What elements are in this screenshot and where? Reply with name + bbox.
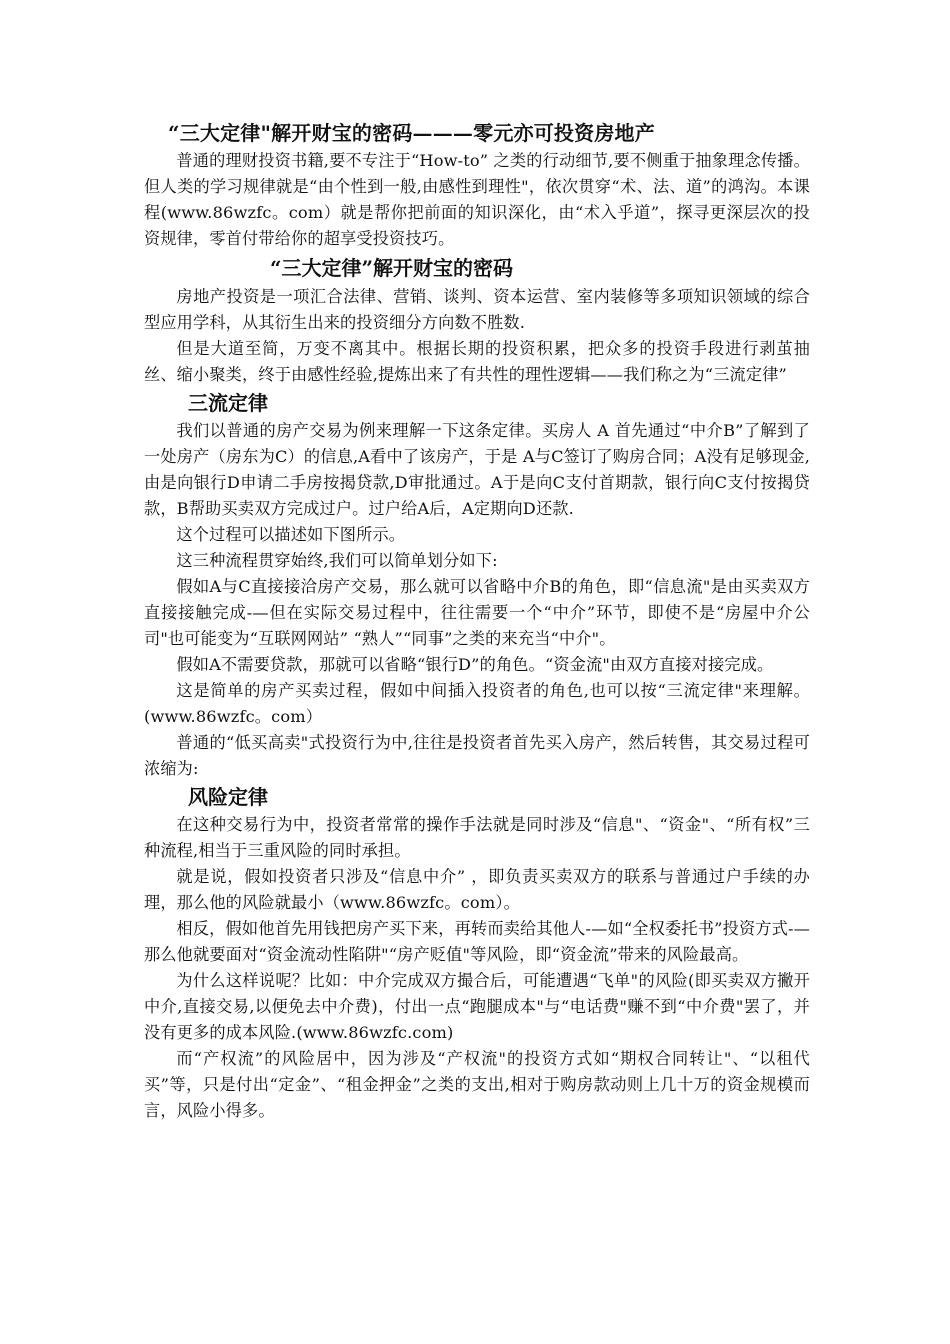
- body-paragraph: 相反，假如他首先用钱把房产买下来，再转而卖给其他人-—如“全权委托书”投资方式-—那么他就要面对“资金流动性陷阱"“房产贬值"等风险，即“资金流”带来的风险最高。: [144, 919, 810, 964]
- body-paragraph: 假如A与C直接接洽房产交易，那么就可以省略中介B的角色，即“信息流"是由买卖双方直接接触完成-—但在实际交易过程中，往往需要一个“中介”环节，即使不是“房屋中介公司"也可能变为“互联网网站” “熟人”“同事”之类的来充当“中介"。: [144, 577, 810, 648]
- body-paragraph: 假如A不需要贷款，那就可以省略“银行D”的角色。“资金流"由双方直接对接完成。: [176, 655, 774, 674]
- body-paragraph: 但是大道至简，万变不离其中。根据长期的投资积累，把众多的投资手段进行剥茧抽丝、缩小聚类，终于由感性经验,提炼出来了有共性的理性逻辑——我们称之为“三流定律”: [144, 339, 810, 384]
- section-subtitle: “三大定律”解开财宝的密码: [270, 256, 514, 280]
- body-paragraph: 这三种流程贯穿始终,我们可以简单划分如下:: [176, 551, 498, 570]
- body-paragraph: 而“产权流”的风险居中，因为涉及“产权流"的投资方式如“期权合同转让"、“以租代买”等，只是付出“定金”、“租金押金”之类的支出,相对于购房款动则上几十万的资金规模而言，风险小得多。: [144, 1049, 810, 1120]
- body-paragraph: 我们以普通的房产交易为例来理解一下这条定律。买房人 A 首先通过“中介B”了解到了一处房产（房东为C）的信息,A看中了该房产，于是 A与C签订了购房合同；A没有足够现金,由是向银行D申请二手房按揭贷款,D审批通过。A于是向C支付首期款，银行向C支付按揭贷款，B帮助买卖双方完成过户。过户给A后，A定期向D还款.: [144, 421, 810, 518]
- heading-three-flows-law: 三流定律: [188, 391, 268, 415]
- intro-paragraph: 普通的理财投资书籍,要不专注于“How-to” 之类的行动细节,要不侧重于抽象理念传播。但人类的学习规律就是“由个性到一般,由感性到理性"，依次贯穿“术、法、道”的鸿沟。本课程(www.86wzfc。com）就是帮你把前面的知识深化，由“术入乎道”，探寻更深层次的投资规律，零首付带给你的超享受投资技巧。: [144, 151, 810, 248]
- document-title: “三大定律"解开财宝的密码———零元亦可投资房地产: [168, 121, 655, 145]
- body-paragraph: 房地产投资是一项汇合法律、营销、谈判、资本运营、室内装修等多项知识领域的综合型应用学科，从其衍生出来的投资细分方向数不胜数.: [144, 287, 810, 332]
- heading-risk-law: 风险定律: [188, 785, 268, 809]
- body-paragraph: 普通的“低买高卖"式投资行为中,往往是投资者首先买入房产，然后转售，其交易过程可浓缩为:: [144, 733, 810, 778]
- body-paragraph: 这是简单的房产买卖过程，假如中间插入投资者的角色,也可以按“三流定律"来理解。(www.86wzfc。com）: [144, 681, 810, 726]
- body-paragraph: 就是说，假如投资者只涉及“信息中介” ，即负责买卖双方的联系与普通过户手续的办理，那么他的风险就最小（www.86wzfc。com）。: [144, 867, 810, 912]
- body-paragraph: 这个过程可以描述如下图所示。: [176, 525, 406, 544]
- body-paragraph: 为什么这样说呢？比如：中介完成双方撮合后，可能遭遇“飞单"的风险(即买卖双方撇开中介,直接交易,以便免去中介费)，付出一点“跑腿成本"与“电话费"赚不到“中介费"罢了，并没有更多的成本风险.(www.86wzfc.com): [144, 971, 810, 1042]
- body-paragraph: 在这种交易行为中，投资者常常的操作手法就是同时涉及“信息"、“资金"、“所有权”三种流程,相当于三重风险的同时承担。: [144, 815, 810, 860]
- document-page: [144, 118, 810, 1124]
